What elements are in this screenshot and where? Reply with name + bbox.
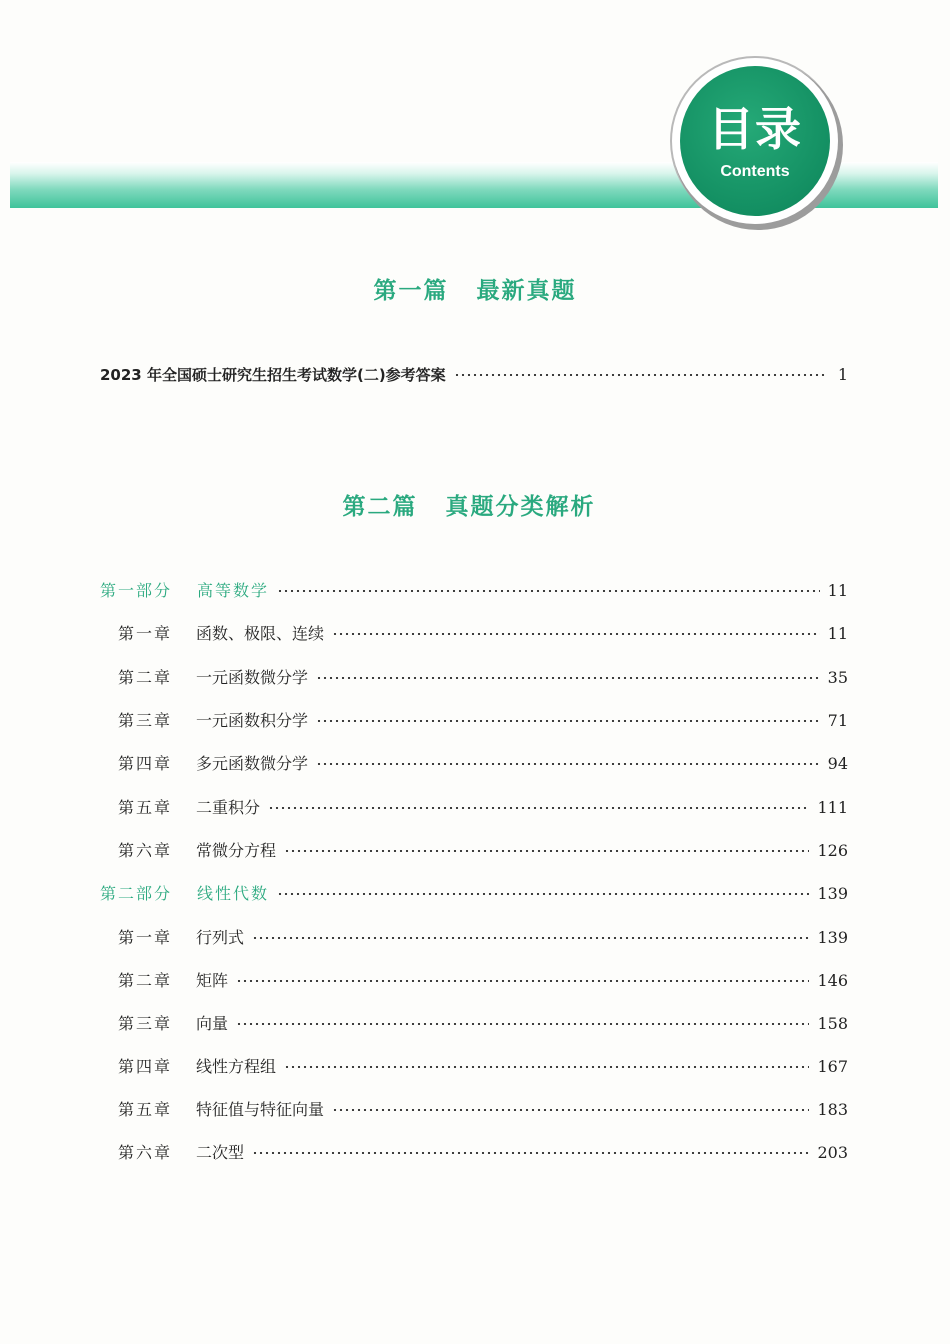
dot-leader	[277, 893, 809, 895]
chapter-number: 第一章	[118, 928, 173, 947]
chapter-title: 二次型	[196, 1143, 245, 1162]
part1-title: 最新真题	[476, 277, 577, 304]
dot-leader	[332, 633, 820, 635]
toc-chapter[interactable]	[118, 1012, 848, 1036]
section-number: 第一部分	[100, 581, 173, 600]
chapter-page: 11	[827, 624, 848, 643]
chapter-page: 183	[817, 1100, 848, 1119]
chapter-page: 158	[817, 1014, 848, 1033]
chapter-page: 167	[817, 1057, 848, 1076]
chapter-title: 多元函数微分学	[196, 754, 309, 773]
chapter-title: 一元函数积分学	[196, 711, 309, 730]
section-title: 高等数学	[197, 581, 270, 600]
dot-leader	[236, 980, 809, 982]
toc-chapter[interactable]	[118, 969, 848, 993]
toc-chapter[interactable]	[118, 926, 848, 950]
part1-number: 第一篇	[373, 277, 449, 304]
toc-chapter[interactable]	[118, 796, 848, 820]
toc-chapter[interactable]	[118, 1141, 848, 1165]
contents-badge	[680, 66, 830, 216]
chapter-number: 第一章	[118, 624, 173, 643]
dot-leader	[284, 850, 809, 852]
chapter-number: 第六章	[118, 841, 173, 860]
chapter-number: 第五章	[118, 1100, 173, 1119]
toc-entry-label: 2023 年全国硕士研究生招生考试数学(二)参考答案	[100, 366, 446, 384]
chapter-page: 203	[817, 1143, 848, 1162]
dot-leader	[454, 374, 826, 376]
chapter-title: 函数、极限、连续	[196, 624, 325, 643]
chapter-page: 111	[817, 798, 848, 817]
chapter-number: 第四章	[118, 1057, 173, 1076]
chapter-title: 二重积分	[196, 798, 261, 817]
section-title: 线性代数	[197, 884, 270, 903]
badge-title: 目录	[708, 102, 802, 156]
chapter-page: 126	[817, 841, 848, 860]
chapter-page: 71	[827, 711, 848, 730]
toc-chapter[interactable]	[118, 839, 848, 863]
chapter-title: 特征值与特征向量	[196, 1100, 325, 1119]
toc-chapter[interactable]	[118, 752, 848, 776]
part1-heading	[0, 272, 950, 305]
toc-chapter[interactable]	[118, 709, 848, 733]
part2-heading	[0, 488, 944, 521]
toc-section-1[interactable]	[100, 579, 848, 603]
chapter-page: 94	[827, 754, 848, 773]
toc-section-2[interactable]	[100, 882, 848, 906]
toc-chapter[interactable]	[118, 622, 848, 646]
dot-leader	[316, 720, 820, 722]
badge-subtitle: Contents	[720, 163, 790, 180]
section-page: 11	[827, 581, 848, 600]
toc-chapter[interactable]	[118, 1055, 848, 1079]
dot-leader	[277, 590, 820, 592]
toc-chapter[interactable]	[118, 1098, 848, 1122]
chapter-number: 第五章	[118, 798, 173, 817]
chapter-title: 矩阵	[196, 971, 229, 990]
dot-leader	[268, 807, 809, 809]
chapter-number: 第三章	[118, 711, 173, 730]
chapter-number: 第六章	[118, 1143, 173, 1162]
chapter-number: 第三章	[118, 1014, 173, 1033]
chapter-number: 第四章	[118, 754, 173, 773]
dot-leader	[284, 1066, 809, 1068]
chapter-title: 向量	[196, 1014, 229, 1033]
chapter-title: 行列式	[196, 928, 245, 947]
toc-chapter[interactable]	[118, 666, 848, 690]
chapter-number: 第二章	[118, 668, 173, 687]
chapter-title: 线性方程组	[196, 1057, 277, 1076]
section-number: 第二部分	[100, 884, 173, 903]
dot-leader	[252, 937, 809, 939]
chapter-page: 139	[817, 928, 848, 947]
dot-leader	[316, 677, 820, 679]
chapter-page: 146	[817, 971, 848, 990]
dot-leader	[236, 1023, 809, 1025]
dot-leader	[332, 1109, 809, 1111]
chapter-page: 35	[827, 668, 848, 687]
chapter-title: 常微分方程	[196, 841, 277, 860]
section-page: 139	[817, 884, 848, 903]
part2-title: 真题分类解析	[445, 493, 596, 520]
dot-leader	[252, 1152, 809, 1154]
chapter-title: 一元函数微分学	[196, 668, 309, 687]
part2-number: 第二篇	[342, 493, 418, 520]
dot-leader	[316, 763, 820, 765]
chapter-number: 第二章	[118, 971, 173, 990]
toc-entry-page: 1	[837, 365, 848, 384]
toc-entry-2023-answers[interactable]	[100, 363, 848, 387]
